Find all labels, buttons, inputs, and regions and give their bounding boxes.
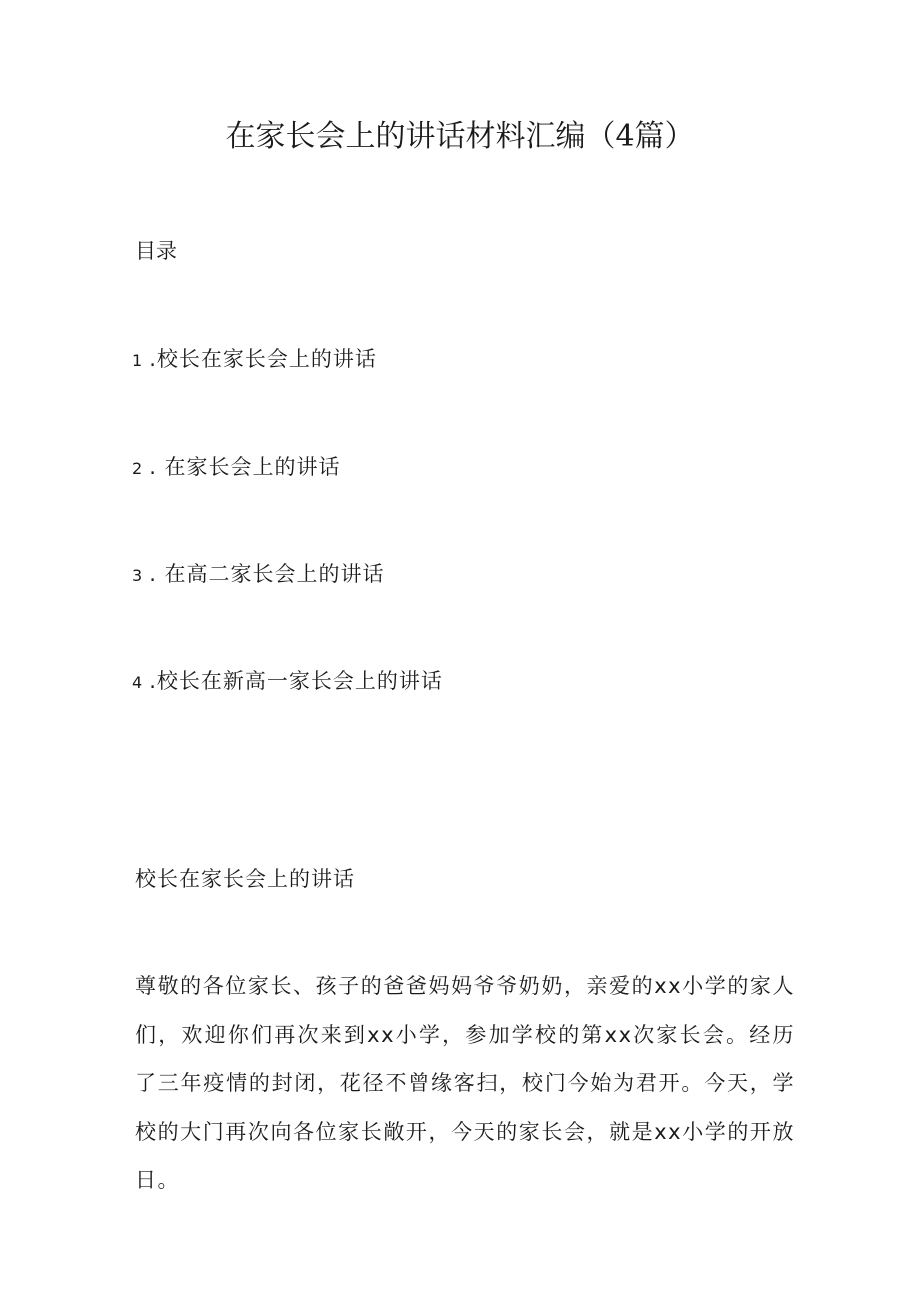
document-title: 在家长会上的讲话材料汇编（4篇） xyxy=(225,119,695,154)
toc-item-text: .校长在新高一家长会上的讲话 xyxy=(149,669,443,693)
toc-item-1 xyxy=(132,342,377,378)
toc-item-number: 4 xyxy=(132,673,144,692)
toc-item-text: .校长在家长会上的讲话 xyxy=(149,347,377,371)
toc-item-text: . 在高二家长会上的讲话 xyxy=(149,562,385,586)
toc-item-number: 1 xyxy=(132,351,144,370)
toc-item-number: 3 xyxy=(132,566,144,585)
toc-item-3 xyxy=(132,557,385,593)
toc-item-2 xyxy=(132,450,341,486)
toc-heading: 目录 xyxy=(135,239,177,263)
toc-item-number: 2 xyxy=(132,459,144,478)
toc-item-text: . 在家长会上的讲话 xyxy=(149,455,341,479)
section-title: 校长在家长会上的讲话 xyxy=(135,867,355,891)
toc-item-4 xyxy=(132,664,443,700)
body-paragraph: 尊敬的各位家长、孩子的爸爸妈妈爷爷奶奶，亲爱的xx小学的家人们，欢迎你们再次来到xx小学，参加学校的第xx次家长会。经历了三年疫情的封闭，花径不曾缘客扫，校门今始为君开。今天，学校的大门再次向各位家长敞开，今天的家长会，就是xx小学的开放日。 xyxy=(135,974,795,1192)
